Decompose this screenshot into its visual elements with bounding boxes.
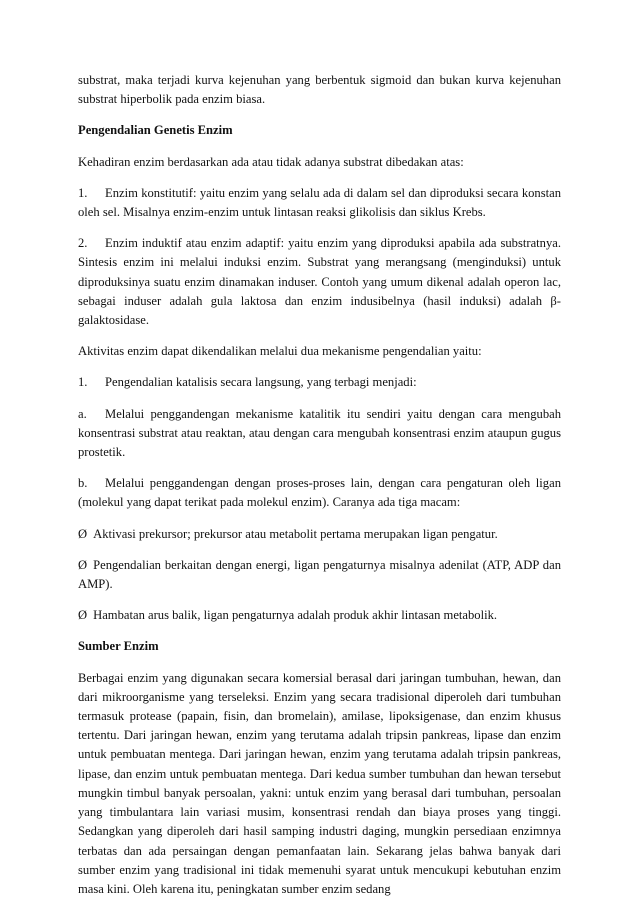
list-item-enzim-induktif	[78, 234, 561, 330]
list-letter: a.	[78, 406, 87, 421]
paragraph-aktivitas: Aktivitas enzim dapat dikendalikan melalui dua mekanisme pengendalian yaitu:	[78, 344, 482, 359]
bullet-item-energi	[78, 556, 561, 594]
paragraph-kehadiran: Kehadiran enzim berdasarkan ada atau tidak adanya substrat dibedakan atas:	[78, 154, 464, 169]
bullet-item-aktivasi	[78, 525, 561, 544]
bullet-item-text: Aktivasi prekursor; prekursor atau metabolit pertama merupakan ligan pengatur.	[93, 526, 498, 541]
paragraph-sumber: Berbagai enzim yang digunakan secara komersial berasal dari jaringan tumbuhan, hewan, dan dari mikroorganisme yang terseleksi. Enzim yang secara tradisional diperoleh dari tumbuhan termasuk protease (papain, fisin, dan bromelain), amilase, lipoksigenase, dan enzim khusus tertentu. Dari jaringan hewan, enzim yang terutama adalah tripsin pankreas, lipase dan enzim untuk pembuatan mentega. Dari jaringan hewan, enzim yang terutama adalah tripsin pankreas, lipase, dan enzim untuk pembuatan mentega. Dari kedua sumber tumbuhan dan hewan tersebut mungkin timbul banyak persoalan, yakni: untuk enzim yang berasal dari tumbuhan, persoalan yang timbulantara lain variasi musim, konsentrasi rendah dan biaya proses yang tinggi. Sedangkan yang diperoleh dari hasil samping industri daging, mungkin persediaan enzimnya terbatas dan ada persaingan dengan pemanfaatan lain. Sekarang jelas bahwa banyak dari sumber enzim yang tradisional ini tidak memenuhi syarat untuk mencukupi kebutuhan enzim masa kini. Oleh karena itu, peningkatan sumber enzim sedang	[78, 670, 561, 896]
arrow-bullet-icon: Ø	[78, 526, 88, 541]
list-item-text: Enzim induktif atau enzim adaptif: yaitu enzim yang diproduksi apabila ada substratnya. Sintesis enzim ini melalui induksi enzim. Substrat yang merangsang (menginduksi) untuk diproduksinya suatu enzim dinamakan induser. Contoh yang umum dikenal adalah operon lac, sebagai induser adalah gula laktosa dan enzim indusibelnya (hasil induksi) adalah β-galaktosidase.	[78, 236, 561, 328]
list-number: 1.	[78, 375, 88, 390]
heading-pengendalian-genetis: Pengendalian Genetis Enzim	[78, 123, 233, 138]
arrow-bullet-icon: Ø	[78, 608, 88, 623]
list-item-text: Melalui penggandengan mekanisme katalitik itu sendiri yaitu dengan cara mengubah konsentrasi substrat atau reaktan, atau dengan cara mengubah konsentrasi enzim ataupun gugus prostetik.	[78, 406, 561, 460]
list-item-pengendalian-katalisis	[78, 373, 561, 392]
list-number: 1.	[78, 185, 88, 200]
arrow-bullet-icon: Ø	[78, 557, 88, 572]
list-letter: b.	[78, 476, 88, 491]
list-item-a	[78, 405, 561, 463]
list-item-text: Enzim konstitutif: yaitu enzim yang selalu ada di dalam sel dan diproduksi secara konstan oleh sel. Misalnya enzim-enzim untuk lintasan reaksi glikolisis dan siklus Krebs.	[78, 185, 561, 220]
list-item-text: Pengendalian katalisis secara langsung, yang terbagi menjadi:	[105, 375, 417, 390]
list-item-b	[78, 474, 561, 512]
bullet-item-text: Pengendalian berkaitan dengan energi, ligan pengaturnya misalnya adenilat (ATP, ADP dan AMP).	[78, 557, 561, 592]
list-item-text: Melalui penggandengan dengan proses-proses lain, dengan cara pengaturan oleh ligan (molekul yang dapat terikat pada molekul enzim). Caranya ada tiga macam:	[78, 476, 561, 510]
bullet-item-text: Hambatan arus balik, ligan pengaturnya adalah produk akhir lintasan metabolik.	[93, 608, 498, 623]
heading-sumber-enzim: Sumber Enzim	[78, 639, 159, 654]
paragraph-intro: substrat, maka terjadi kurva kejenuhan yang berbentuk sigmoid dan bukan kurva kejenuhan substrat hiperbolik pada enzim biasa.	[78, 73, 561, 107]
bullet-item-hambatan	[78, 606, 561, 625]
list-item-enzim-konstitutif	[78, 184, 561, 222]
list-number: 2.	[78, 236, 88, 251]
